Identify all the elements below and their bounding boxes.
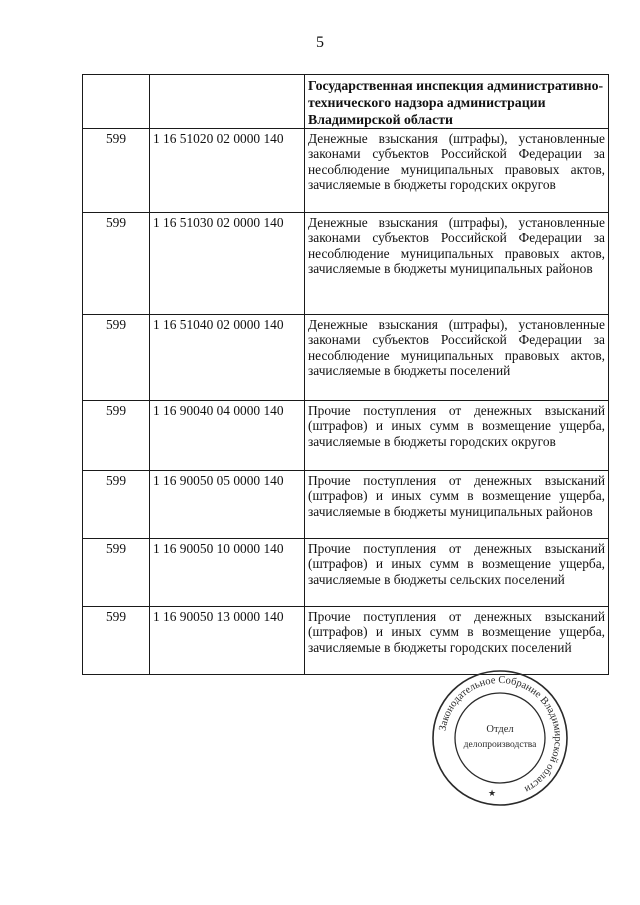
table-row (83, 129, 609, 213)
admin-code-cell: 599 (83, 607, 150, 675)
admin-code-cell: 599 (83, 129, 150, 213)
stamp-inner-ring (455, 693, 545, 783)
stamp (430, 668, 570, 808)
header-description-cell: Государственная инспекция административно-технического надзора администрации Владимирской области (305, 75, 609, 129)
budget-code-cell: 1 16 90050 10 0000 140 (150, 539, 305, 607)
table-row (83, 607, 609, 675)
description-cell: Денежные взыскания (штрафы), установленные законами субъектов Российской Федерации за несоблюдение муниципальных правовых актов, зачисляемые в бюджеты муниципальных районов (305, 213, 609, 315)
admin-code-cell: 599 (83, 315, 150, 401)
budget-code-cell: 1 16 51020 02 0000 140 (150, 129, 305, 213)
table-row (83, 539, 609, 607)
stamp-center-line-2: делопроизводства (463, 740, 537, 750)
table-header-row (83, 75, 609, 129)
description-cell: Прочие поступления от денежных взысканий (штрафов) и иных сумм в возмещение ущерба, зачисляемые в бюджеты муниципальных районов (305, 471, 609, 539)
description-cell: Прочие поступления от денежных взысканий (штрафов) и иных сумм в возмещение ущерба, зачисляемые в бюджеты городских поселений (305, 607, 609, 675)
table-row (83, 401, 609, 471)
table-row (83, 315, 609, 401)
header-admin-code-cell (83, 75, 150, 129)
description-cell: Прочие поступления от денежных взысканий (штрафов) и иных сумм в возмещение ущерба, зачисляемые в бюджеты городских округов (305, 401, 609, 471)
stamp-ring-text: Законодательное Собрание Владимирской области (437, 674, 564, 795)
stamp-star-icon: ★ (488, 789, 497, 799)
budget-code-cell: 1 16 90050 13 0000 140 (150, 607, 305, 675)
stamp-center-line-1: Отдел (486, 724, 514, 735)
table-body (83, 75, 609, 675)
budget-code-cell: 1 16 51030 02 0000 140 (150, 213, 305, 315)
admin-code-cell: 599 (83, 213, 150, 315)
description-cell: Прочие поступления от денежных взысканий (штрафов) и иных сумм в возмещение ущерба, зачисляемые в бюджеты сельских поселений (305, 539, 609, 607)
admin-code-cell: 599 (83, 539, 150, 607)
budget-code-cell: 1 16 51040 02 0000 140 (150, 315, 305, 401)
description-cell: Денежные взыскания (штрафы), установленные законами субъектов Российской Федерации за несоблюдение муниципальных правовых актов, зачисляемые в бюджеты городских округов (305, 129, 609, 213)
header-budget-code-cell (150, 75, 305, 129)
budget-code-cell: 1 16 90040 04 0000 140 (150, 401, 305, 471)
page-number: 5 (316, 34, 324, 51)
budget-code-cell: 1 16 90050 05 0000 140 (150, 471, 305, 539)
budget-revenue-table (82, 74, 609, 675)
admin-code-cell: 599 (83, 471, 150, 539)
table-row (83, 213, 609, 315)
table-row (83, 471, 609, 539)
stamp-outer-ring (433, 671, 567, 805)
description-cell: Денежные взыскания (штрафы), установленные законами субъектов Российской Федерации за несоблюдение муниципальных правовых актов, зачисляемые в бюджеты поселений (305, 315, 609, 401)
admin-code-cell: 599 (83, 401, 150, 471)
